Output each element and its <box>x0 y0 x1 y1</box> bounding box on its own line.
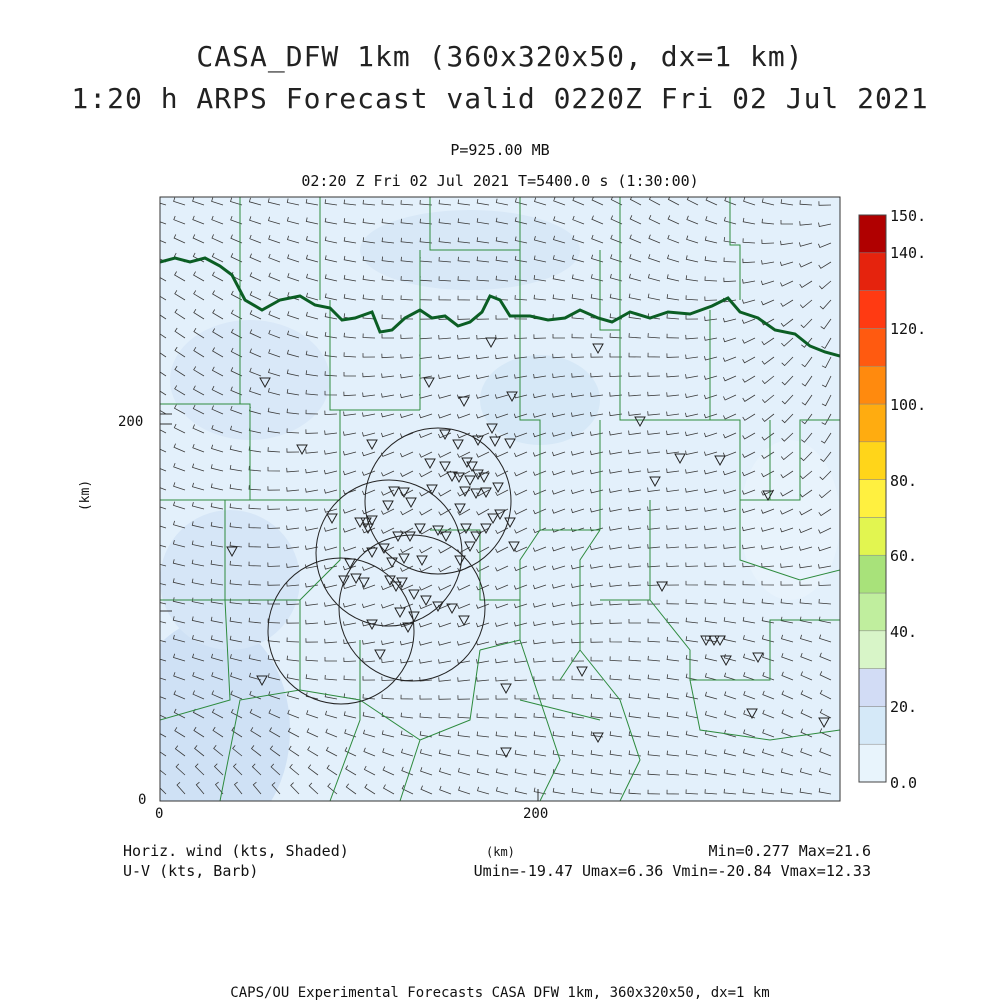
colorbar-label-40: 40. <box>890 623 918 641</box>
colorbar-label-80: 80. <box>890 472 918 490</box>
colorbar-bin <box>859 593 886 631</box>
colorbar-label-150: 150. <box>890 207 927 225</box>
colorbar-label-120: 120. <box>890 320 927 338</box>
x-tick-label-200: 200 <box>523 806 549 822</box>
min-max-stats: Min=0.277 Max=21.6 <box>708 842 871 860</box>
colorbar-label-20: 20. <box>890 698 918 716</box>
colorbar-bin <box>859 555 886 593</box>
x-tick-label-0: 0 <box>155 806 164 822</box>
colorbar-bin <box>859 215 886 253</box>
colorbar-bin <box>859 404 886 442</box>
colorbar-label-0: 0.0 <box>890 774 918 792</box>
colorbar-label-60: 60. <box>890 547 918 565</box>
colorbar-bin <box>859 517 886 555</box>
uv-stats: Umin=-19.47 Umax=6.36 Vmin=-20.84 Vmax=12.33 <box>473 862 871 880</box>
colorbar-bin <box>859 706 886 744</box>
colorbar-bin <box>859 253 886 291</box>
x-axis-label: (km) <box>486 845 515 859</box>
shaded-field-label: Horiz. wind (kts, Shaded) <box>123 842 349 860</box>
valid-time: 02:20 Z Fri 02 Jul 2021 T=5400.0 s (1:30:00) <box>301 172 699 190</box>
y-axis-label: (km) <box>78 479 94 512</box>
colorbar-bin <box>859 366 886 404</box>
title-line-1: CASA_DFW 1km (360x320x50, dx=1 km) <box>196 40 804 73</box>
colorbar-bin <box>859 291 886 329</box>
colorbar-label-140: 140. <box>890 244 927 262</box>
colorbar-bin <box>859 744 886 782</box>
y-tick-label-0: 0 <box>138 792 147 808</box>
pressure-level: P=925.00 MB <box>450 141 550 159</box>
colorbar-label-100: 100. <box>890 396 927 414</box>
colorbar-bin <box>859 669 886 707</box>
credit-line: CAPS/OU Experimental Forecasts CASA DFW 1km, 360x320x50, dx=1 km <box>230 985 770 1001</box>
y-tick-label-200: 200 <box>118 414 144 430</box>
title-line-2: 1:20 h ARPS Forecast valid 0220Z Fri 02 Jul 2021 <box>71 82 929 115</box>
colorbar-bin <box>859 631 886 669</box>
colorbar-bin <box>859 442 886 480</box>
wind-speed-shading <box>130 197 840 840</box>
colorbar <box>859 215 886 782</box>
barb-field-label: U-V (kts, Barb) <box>123 862 259 880</box>
colorbar-bin <box>859 480 886 518</box>
colorbar-bin <box>859 328 886 366</box>
